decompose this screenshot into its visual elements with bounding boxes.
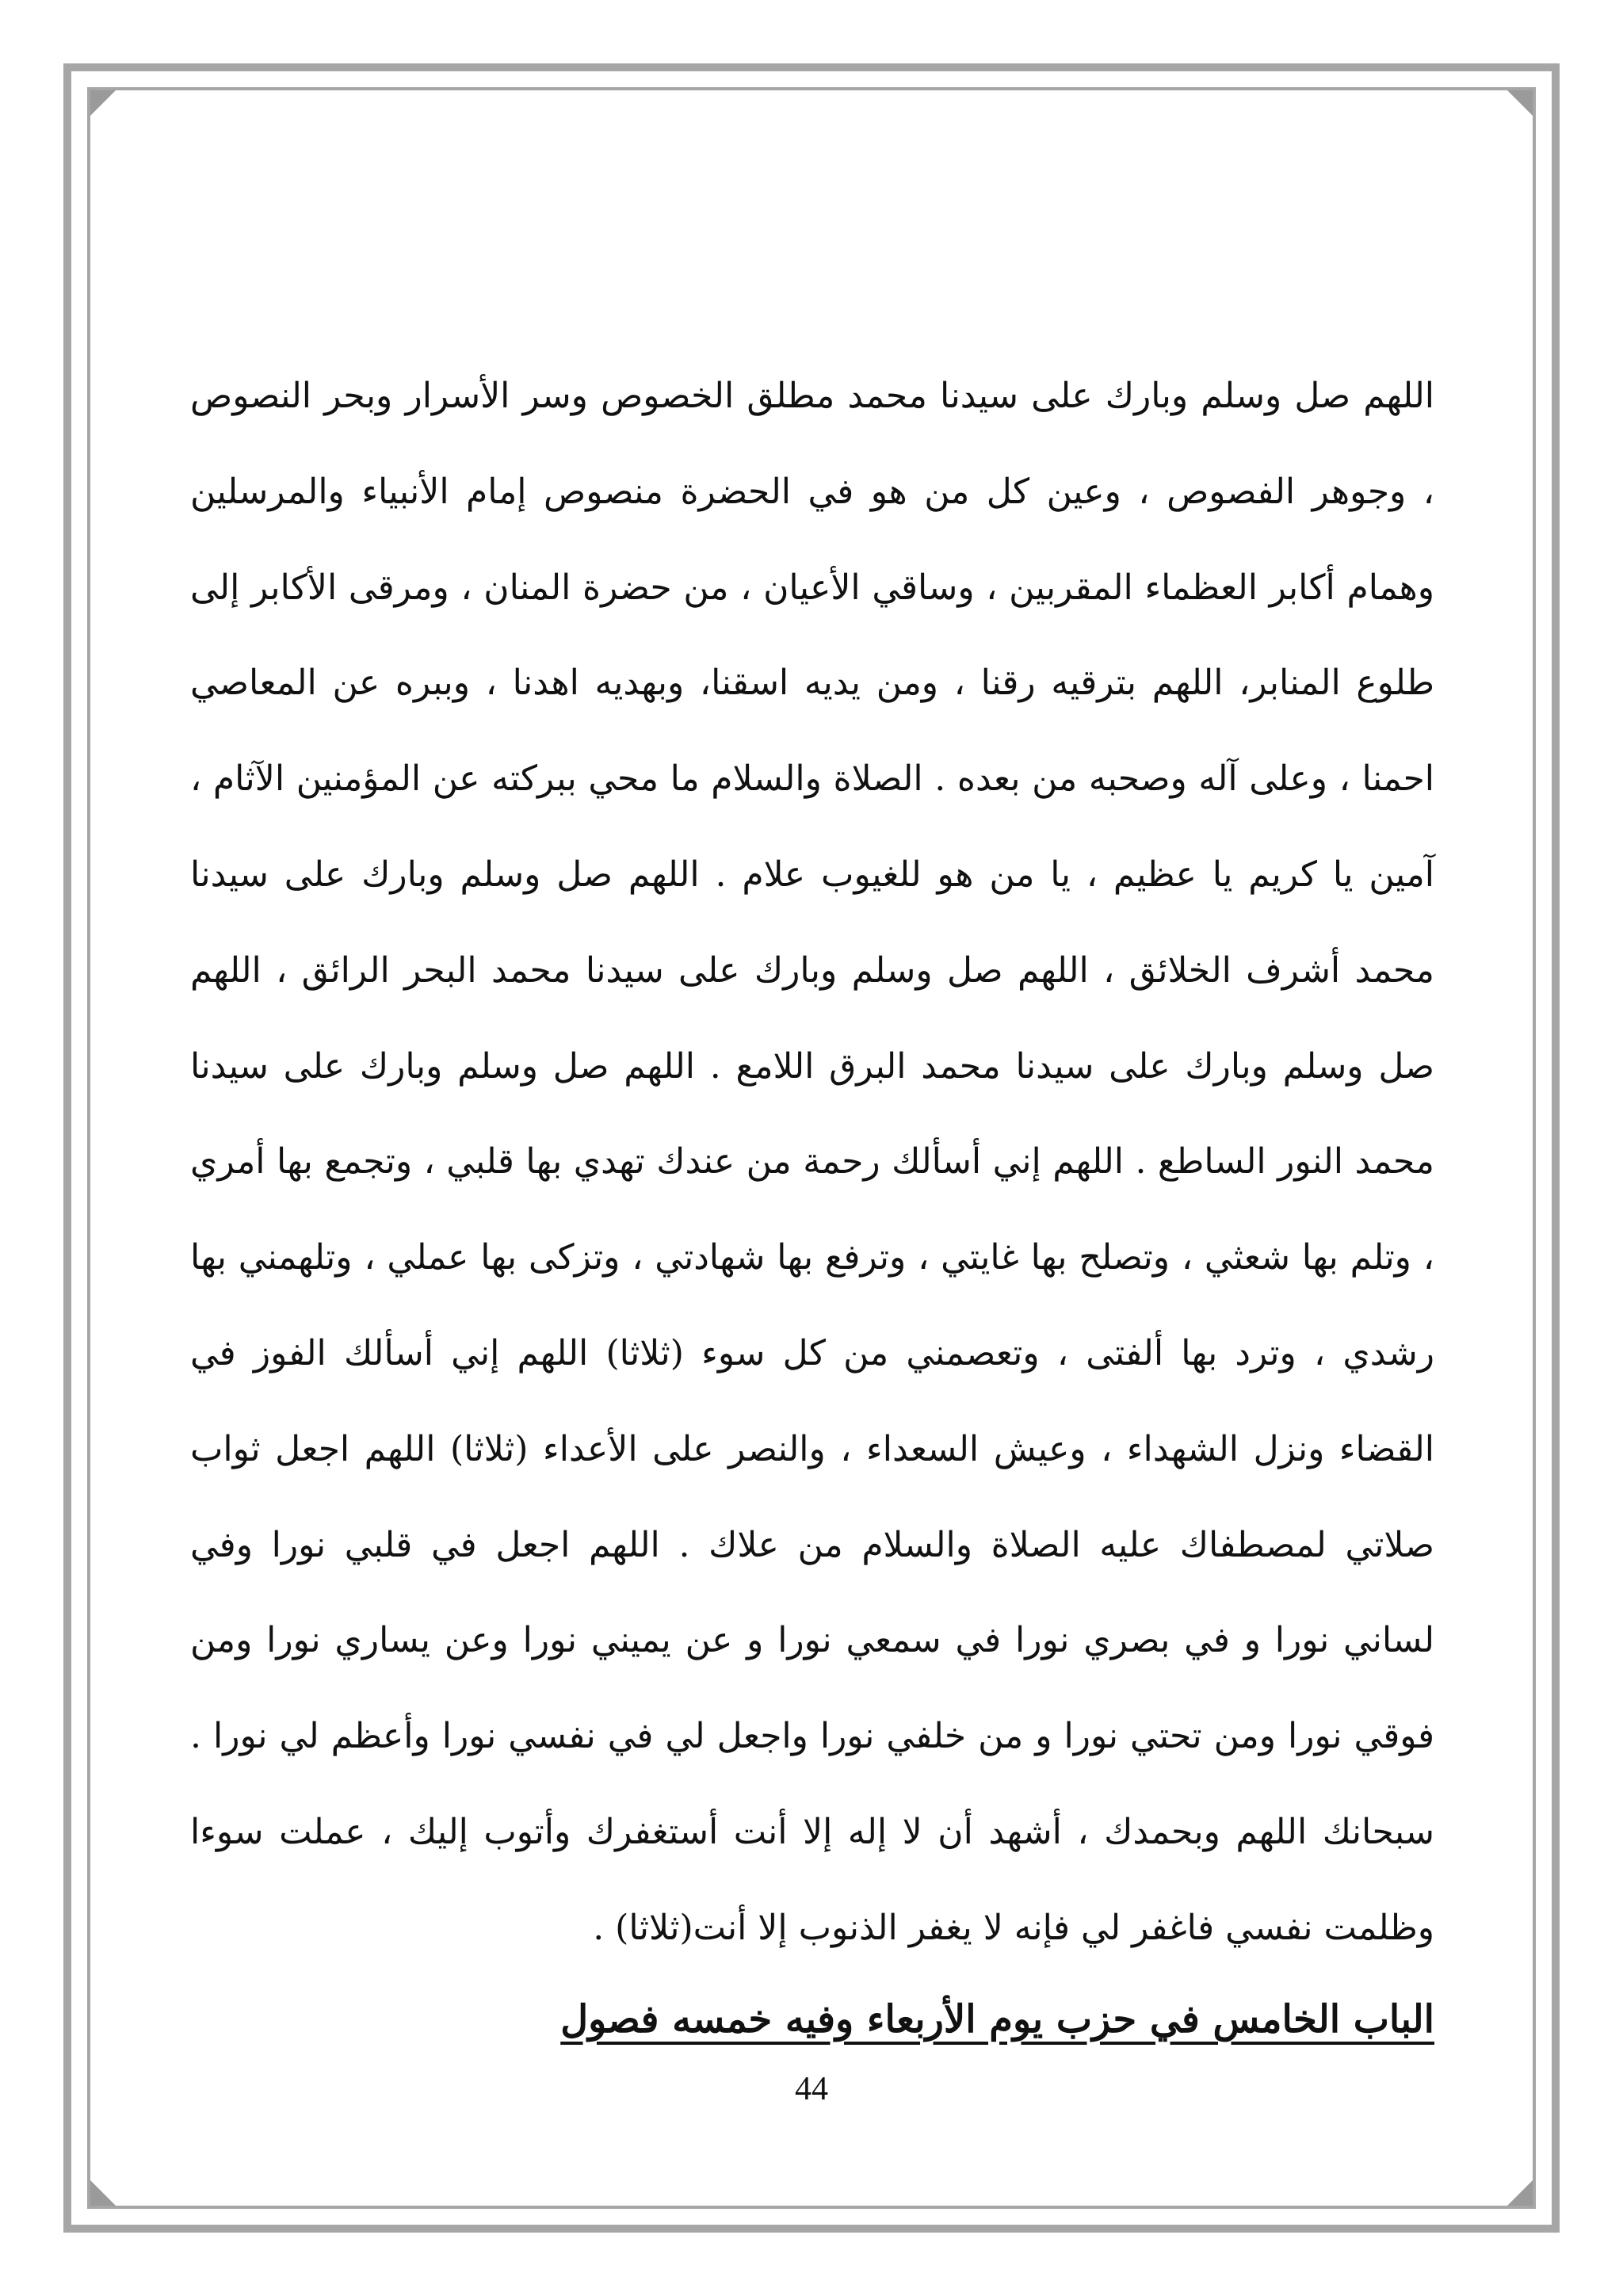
corner-ornament-top-right — [1507, 90, 1533, 116]
page-body — [190, 349, 1434, 2051]
page-number: 44 — [795, 2071, 828, 2107]
corner-ornament-top-left — [90, 90, 116, 116]
chapter-heading: الباب الخامس في حزب يوم الأربعاء وفيه خمسه فصول — [560, 1996, 1434, 2042]
prayer-paragraph: اللهم صل وسلم وبارك على سيدنا محمد مطلق الخصوص وسر الأسرار وبحر النصوص ، وجوهر الفصوص ، وعين كل من هو في الحضرة منصوص إمام الأنبياء والمرسلين وهمام أكابر العظماء المقربين ، وساقي الأعيان ، من حضرة المنان ، ومرقى الأكابر إلى طلوع المنابر، اللهم بترقيه رقنا ، ومن يديه اسقنا، وبهديه اهدنا ، وببره عن المعاصي احمنا ، وعلى آله وصحبه من بعده . الصلاة والسلام ما محي ببركته عن المؤمنين الآثام ، آمين يا كريم يا عظيم ، يا من هو للغيوب علام . اللهم صل وسلم وبارك على سيدنا محمد أشرف الخلائق ، اللهم صل وسلم وبارك على سيدنا محمد البحر الرائق ، اللهم صل وسلم وبارك على سيدنا محمد البرق اللامع . اللهم صل وسلم وبارك على سيدنا محمد النور الساطع . اللهم إني أسألك رحمة من عندك تهدي بها قلبي ، وتجمع بها أمري ، وتلم بها شعثي ، وتصلح بها غايتي ، وترفع بها شهادتي ، وتزكى بها عملي ، وتلهمني بها رشدي ، وترد بها ألفتى ، وتعصمني من كل سوء (ثلاثا) اللهم إني أسألك الفوز في القضاء ونزل الشهداء ، وعيش السعداء ، والنصر على الأعداء (ثلاثا) اللهم اجعل ثواب صلاتي لمصطفاك عليه الصلاة والسلام من علاك . اللهم اجعل في قلبي نورا وفي لساني نورا و في بصري نورا في سمعي نورا و عن يميني نورا وعن يساري نورا ومن فوقي نورا ومن تحتي نورا و من خلفي نورا واجعل لي في نفسي نورا وأعظم لي نورا . سبحانك اللهم وبحمدك ، أشهد أن لا إله إلا أنت أستغفرك وأتوب إليك ، عملت سوءا وظلمت نفسي فاغفر لي فإنه لا يغفر الذنوب إلا أنت(ثلاثا) . — [190, 376, 1434, 1948]
corner-ornament-bottom-left — [90, 2180, 116, 2206]
corner-ornament-bottom-right — [1507, 2180, 1533, 2206]
